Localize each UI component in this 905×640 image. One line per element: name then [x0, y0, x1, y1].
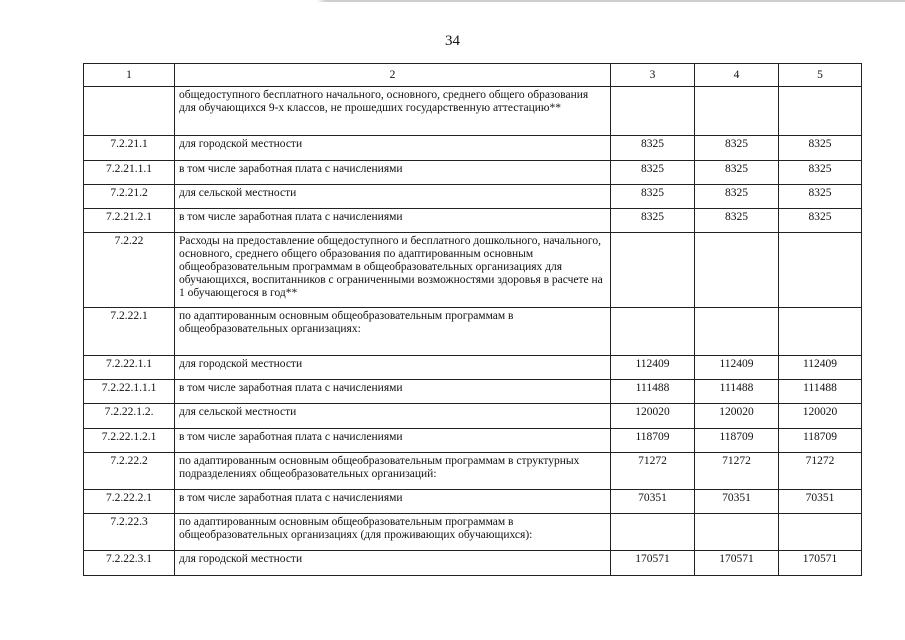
row-value-col3: 8325 — [611, 136, 695, 161]
row-code: 7.2.22.3 — [84, 514, 175, 551]
row-value-col3: 8325 — [611, 185, 695, 209]
table-row — [84, 551, 862, 576]
table-row — [84, 490, 862, 514]
row-description: по адаптированным основным общеобразовательным программам в общеобразовательных организациях (для проживающих обучающихся): — [175, 514, 611, 551]
row-description: для сельской местности — [175, 404, 611, 429]
row-value-col5 — [779, 514, 862, 551]
header-cell: 5 — [779, 64, 862, 87]
row-value-col5: 8325 — [779, 161, 862, 185]
row-description: для сельской местности — [175, 185, 611, 209]
row-value-col5: 8325 — [779, 209, 862, 233]
table-header-row — [84, 64, 862, 87]
row-description: общедоступного бесплатного начального, основного, среднего общего образования для обучающихся 9-х классов, не прошедших государственную аттестацию** — [175, 87, 611, 136]
row-value-col3 — [611, 87, 695, 136]
row-value-col5: 8325 — [779, 185, 862, 209]
row-description: по адаптированным основным общеобразовательным программам в общеобразовательных организациях: — [175, 308, 611, 356]
row-value-col3: 71272 — [611, 453, 695, 490]
table-row — [84, 161, 862, 185]
table-row — [84, 356, 862, 380]
row-code: 7.2.22.3.1 — [84, 551, 175, 576]
row-value-col3: 111488 — [611, 380, 695, 404]
row-value-col5: 170571 — [779, 551, 862, 576]
row-value-col4: 111488 — [695, 380, 779, 404]
row-description: в том числе заработная плата с начислениями — [175, 161, 611, 185]
row-value-col4: 170571 — [695, 551, 779, 576]
row-value-col4 — [695, 308, 779, 356]
row-value-col5 — [779, 87, 862, 136]
row-description: Расходы на предоставление общедоступного и бесплатного дошкольного, начального, основного, среднего общего образования по адаптированным основным общеобразовательным программам в общеобразовательных организациях для обучающихся, воспитанников с ограниченными возможностями здоровья в расчете на 1 обучающегося в год** — [175, 233, 611, 308]
row-value-col4 — [695, 87, 779, 136]
row-value-col5: 120020 — [779, 404, 862, 429]
table-row — [84, 233, 862, 308]
row-code: 7.2.22.2.1 — [84, 490, 175, 514]
table-row — [84, 453, 862, 490]
row-code: 7.2.22.1 — [84, 308, 175, 356]
row-code: 7.2.22.1.2.1 — [84, 429, 175, 453]
row-value-col4 — [695, 514, 779, 551]
row-value-col5: 8325 — [779, 136, 862, 161]
row-value-col5: 118709 — [779, 429, 862, 453]
cost-table — [83, 63, 862, 576]
header-cell: 4 — [695, 64, 779, 87]
row-description: для городской местности — [175, 551, 611, 576]
row-code: 7.2.22.1.1 — [84, 356, 175, 380]
row-value-col3: 70351 — [611, 490, 695, 514]
row-code: 7.2.21.1 — [84, 136, 175, 161]
table-row — [84, 209, 862, 233]
row-description: в том числе заработная плата с начислениями — [175, 429, 611, 453]
row-description: по адаптированным основным общеобразовательным программам в структурных подразделениях общеобразовательных организаций: — [175, 453, 611, 490]
table-row — [84, 429, 862, 453]
row-code: 7.2.21.1.1 — [84, 161, 175, 185]
table-row — [84, 308, 862, 356]
row-code: 7.2.21.2.1 — [84, 209, 175, 233]
page-number: 34 — [445, 33, 460, 49]
row-value-col5: 70351 — [779, 490, 862, 514]
row-value-col4: 112409 — [695, 356, 779, 380]
row-code: 7.2.22.2 — [84, 453, 175, 490]
header-cell: 2 — [175, 64, 611, 87]
row-value-col4: 118709 — [695, 429, 779, 453]
row-value-col4: 8325 — [695, 209, 779, 233]
row-description: в том числе заработная плата с начислениями — [175, 380, 611, 404]
row-code: 7.2.22 — [84, 233, 175, 308]
row-code: 7.2.22.1.1.1 — [84, 380, 175, 404]
row-value-col5: 111488 — [779, 380, 862, 404]
row-value-col4: 8325 — [695, 161, 779, 185]
row-value-col3 — [611, 233, 695, 308]
row-value-col3: 118709 — [611, 429, 695, 453]
row-value-col4: 8325 — [695, 136, 779, 161]
row-value-col5: 71272 — [779, 453, 862, 490]
row-value-col3 — [611, 308, 695, 356]
table-row — [84, 380, 862, 404]
row-description: в том числе заработная плата с начислениями — [175, 490, 611, 514]
row-code: 7.2.22.1.2. — [84, 404, 175, 429]
table-row — [84, 514, 862, 551]
row-value-col5: 112409 — [779, 356, 862, 380]
row-value-col3: 120020 — [611, 404, 695, 429]
row-value-col3: 170571 — [611, 551, 695, 576]
row-value-col3: 8325 — [611, 209, 695, 233]
row-value-col3: 8325 — [611, 161, 695, 185]
table-row — [84, 404, 862, 429]
row-value-col4: 8325 — [695, 185, 779, 209]
row-value-col4 — [695, 233, 779, 308]
row-value-col4: 70351 — [695, 490, 779, 514]
row-value-col5 — [779, 233, 862, 308]
row-description: в том числе заработная плата с начислениями — [175, 209, 611, 233]
row-description: для городской местности — [175, 356, 611, 380]
row-value-col3: 112409 — [611, 356, 695, 380]
row-code: 7.2.21.2 — [84, 185, 175, 209]
header-cell: 1 — [84, 64, 175, 87]
page-top-edge — [0, 0, 905, 2]
header-cell: 3 — [611, 64, 695, 87]
row-value-col4: 120020 — [695, 404, 779, 429]
table-row — [84, 185, 862, 209]
row-value-col4: 71272 — [695, 453, 779, 490]
table-row — [84, 87, 862, 136]
row-value-col3 — [611, 514, 695, 551]
row-value-col5 — [779, 308, 862, 356]
row-code — [84, 87, 175, 136]
table-row — [84, 136, 862, 161]
row-description: для городской местности — [175, 136, 611, 161]
